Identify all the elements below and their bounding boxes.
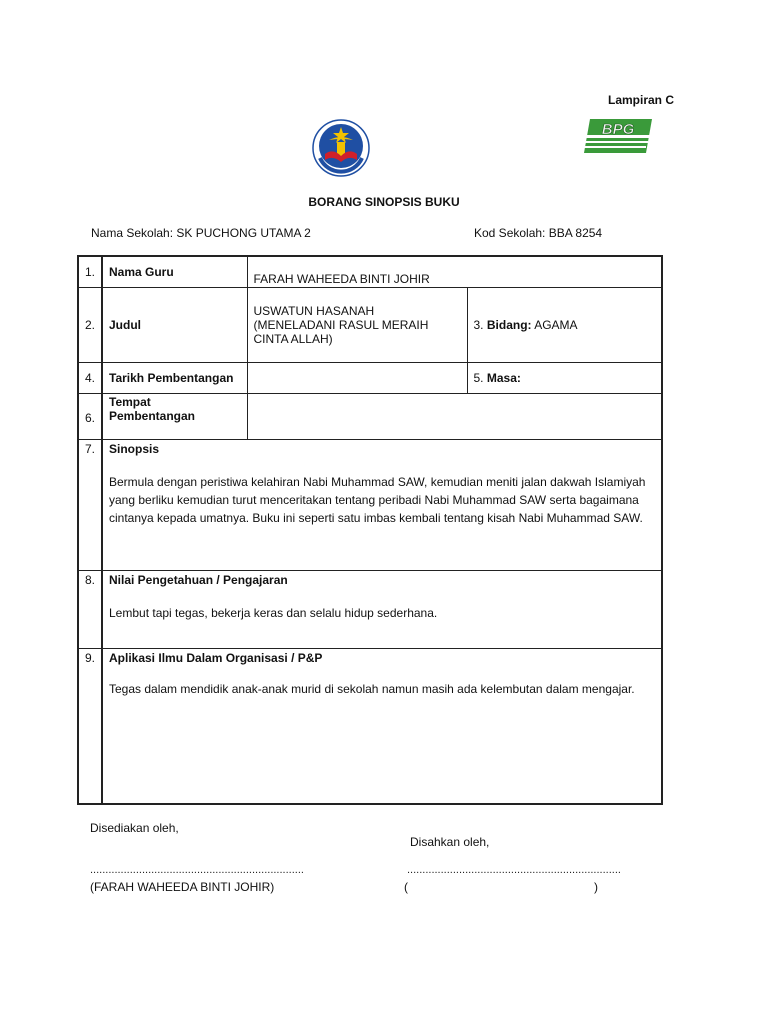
bidang-label: Bidang: (486, 317, 532, 332)
nilai-section[interactable] (102, 570, 662, 648)
judul-value[interactable] (247, 287, 467, 362)
approver-name-open-paren: ( (404, 880, 408, 894)
nama-guru-value[interactable]: FARAH WAHEEDA BINTI JOHIR (247, 256, 662, 287)
table-row (78, 287, 662, 362)
table-row (78, 362, 662, 393)
table-row (78, 570, 662, 648)
synopsis-form-table (77, 255, 663, 805)
tempat-label-line-1: Tempat (109, 394, 151, 409)
row-number: 6. (78, 393, 102, 439)
table-row (78, 648, 662, 804)
approver-name-close-paren: ) (594, 880, 598, 894)
disahkan-label: Disahkan oleh, (410, 835, 490, 849)
preparer-name: (FARAH WAHEEDA BINTI JOHIR) (90, 880, 275, 894)
table-row (78, 256, 662, 287)
tarikh-label: Tarikh Pembentangan (102, 362, 247, 393)
row-number: 4. (78, 362, 102, 393)
bpg-logo (582, 117, 654, 155)
sinopsis-section[interactable] (102, 439, 662, 570)
judul-line-2: (MENELADANI RASUL MERAIH (253, 317, 429, 332)
tempat-value[interactable] (247, 393, 662, 439)
kpm-logo (311, 118, 371, 178)
nama-sekolah: Nama Sekolah: SK PUCHONG UTAMA 2 (91, 226, 311, 240)
nilai-title: Nilai Pengetahuan / Pengajaran (109, 572, 288, 587)
row-number: 8. (78, 570, 102, 648)
bidang-prefix: 3. (473, 317, 484, 332)
tempat-label-line-2: Pembentangan (109, 408, 196, 423)
aplikasi-text: Tegas dalam mendidik anak-anak murid di sekolah namun masih ada kelembutan dalam mengajar. (109, 681, 635, 696)
row-number: 1. (78, 256, 102, 287)
tarikh-value[interactable] (247, 362, 467, 393)
form-title: BORANG SINOPSIS BUKU (308, 195, 460, 209)
sinopsis-text: Bermula dengan peristiwa kelahiran Nabi Muhammad SAW, kemudian meniti jalan dakwah Islamiyah yang berliku kemudian turut menceritakan tentang peribadi Nabi Muhammad SAW serta bagaimana cintanya kepada umatnya. Buku ini seperti satu imbas kembali tentang kisah Nabi Muhammad SAW. (109, 474, 646, 525)
masa-cell[interactable] (467, 362, 662, 393)
kod-sekolah: Kod Sekolah: BBA 8254 (474, 226, 603, 240)
bpg-logo-text: BPG (601, 121, 635, 138)
lampiran-label: Lampiran C (608, 93, 675, 107)
bidang-cell[interactable] (467, 287, 662, 362)
row-number: 2. (78, 287, 102, 362)
table-row (78, 393, 662, 439)
judul-label: Judul (102, 287, 247, 362)
signature-line-approver[interactable]: ...................................................................... (407, 864, 621, 876)
aplikasi-title: Aplikasi Ilmu Dalam Organisasi / P&P (109, 650, 323, 665)
signature-line-preparer[interactable]: ...................................................................... (90, 864, 304, 876)
disediakan-label: Disediakan oleh, (90, 821, 179, 835)
nama-guru-label: Nama Guru (102, 256, 247, 287)
judul-line-3: CINTA ALLAH) (253, 331, 333, 346)
masa-prefix: 5. (473, 370, 484, 385)
row-number: 9. (78, 648, 102, 804)
tempat-label (102, 393, 247, 439)
judul-line-1: USWATUN HASANAH (253, 303, 375, 318)
bidang-value: AGAMA (534, 317, 578, 332)
table-row (78, 439, 662, 570)
masa-label: Masa: (486, 370, 521, 385)
nilai-text: Lembut tapi tegas, bekerja keras dan selalu hidup sederhana. (109, 605, 438, 620)
row-number: 7. (78, 439, 102, 570)
sinopsis-title: Sinopsis (109, 441, 160, 456)
aplikasi-section[interactable] (102, 648, 662, 804)
